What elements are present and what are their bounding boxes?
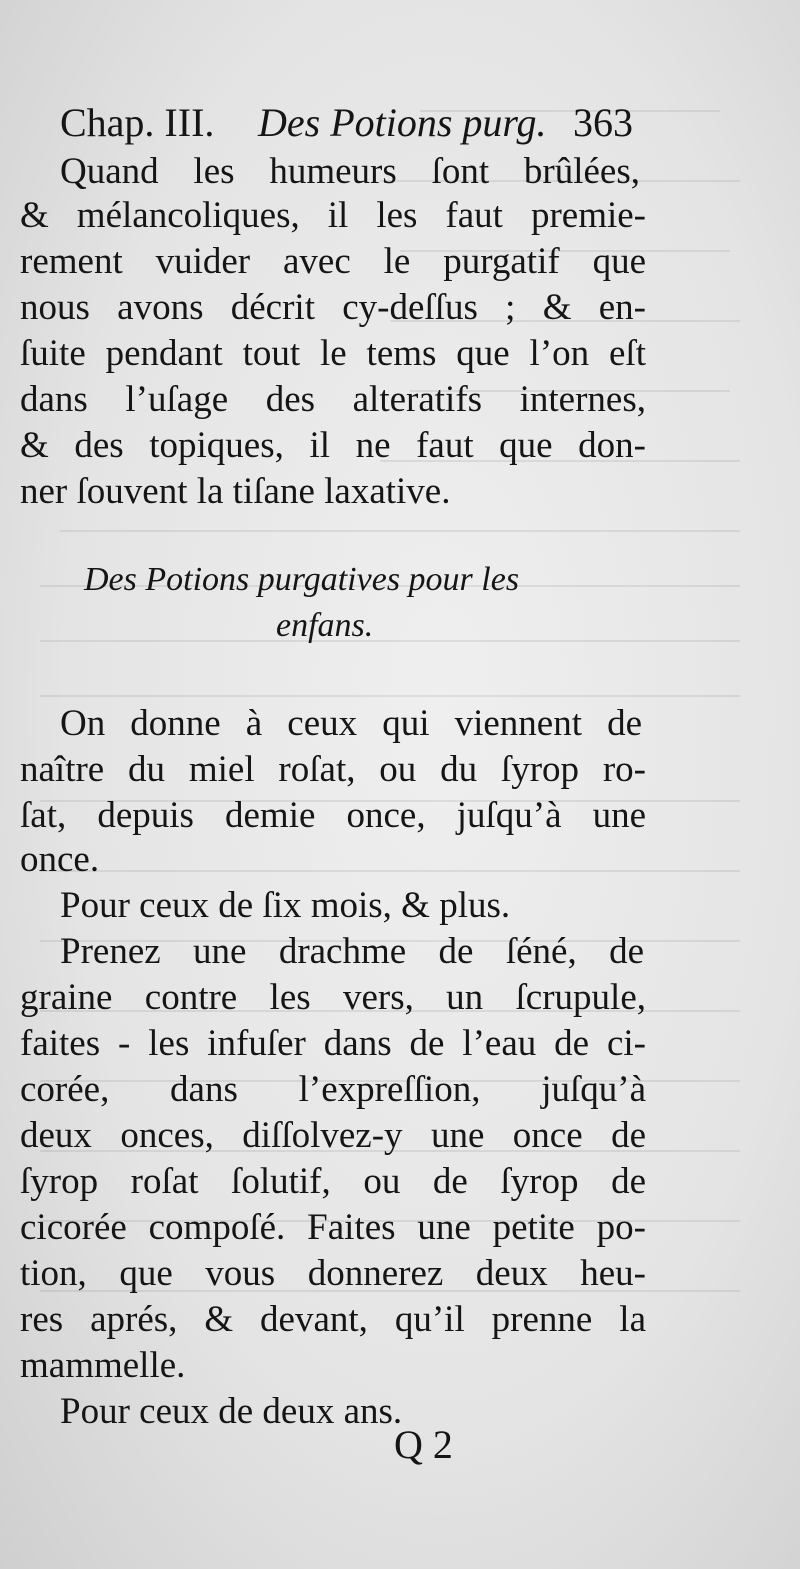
- text-line: deux onces, diſſolvez-y une once de: [20, 1115, 646, 1156]
- text-line: tion, que vous donnerez deux heu-: [20, 1253, 646, 1294]
- signature-mark: Q 2: [394, 1422, 453, 1467]
- text-line: cicorée compoſé. Faites une petite po-: [20, 1207, 646, 1248]
- running-title: Des Potions purg.: [258, 100, 547, 145]
- chapter-label: Chap. III.: [60, 100, 215, 145]
- text-line: Pour ceux de ſix mois, & plus.: [60, 885, 511, 926]
- text-line: corée, dans l’expreſſion, juſqu’à: [20, 1069, 646, 1110]
- section-heading-line: Des Potions purgatives pour les: [84, 561, 520, 598]
- text-line: once.: [20, 839, 100, 880]
- text-line: Quand les humeurs ſont brûlées,: [60, 151, 640, 192]
- text-line: ner ſouvent la tiſane laxative.: [20, 471, 451, 512]
- text-line: nous avons décrit cy-deſſus ; & en-: [20, 287, 646, 328]
- text-line: Pour ceux de deux ans.: [60, 1391, 403, 1432]
- text-line: faites - les infuſer dans de l’eau de ci-: [20, 1023, 646, 1064]
- text-line: & des topiques, il ne faut que don-: [20, 425, 646, 466]
- text-line: mammelle.: [20, 1345, 186, 1386]
- text-line: & mélancoliques, il les faut premie-: [20, 195, 646, 236]
- text-line: Prenez une drachme de ſéné, de: [60, 931, 644, 972]
- text-line: res aprés, & devant, qu’il prenne la: [20, 1299, 646, 1340]
- page-number: 363: [573, 100, 633, 145]
- text-line: ſat, depuis demie once, juſqu’à une: [20, 795, 646, 836]
- section-heading-line: enfans.: [276, 607, 374, 644]
- text-line: On donne à ceux qui viennent de: [60, 703, 642, 744]
- text-line: ſyrop roſat ſolutif, ou de ſyrop de: [20, 1161, 646, 1202]
- text-line: ſuite pendant tout le tems que l’on eſt: [20, 333, 646, 374]
- running-header: [60, 98, 660, 148]
- text-line: rement vuider avec le purgatif que: [20, 241, 646, 282]
- text-line: graine contre les vers, un ſcrupule,: [20, 977, 646, 1018]
- text-line: dans l’uſage des alteratifs internes,: [20, 379, 646, 420]
- text-line: naître du miel roſat, ou du ſyrop ro-: [20, 749, 646, 790]
